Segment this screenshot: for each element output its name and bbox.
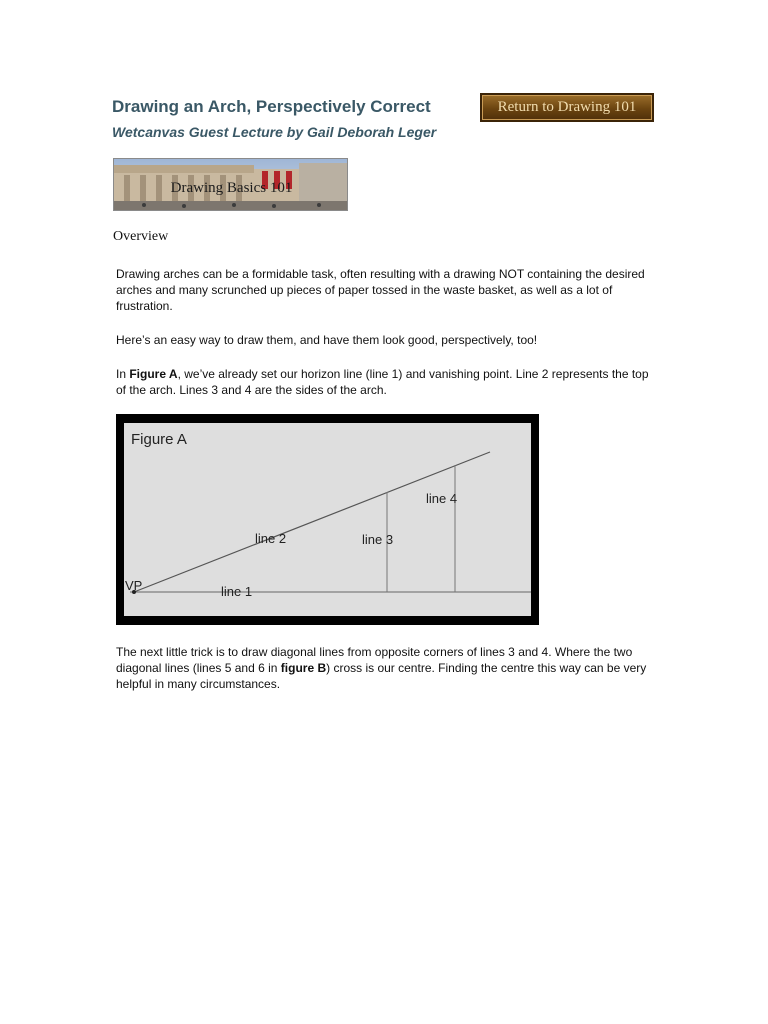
- line-1-label: line 1: [221, 584, 253, 599]
- paragraph-4-pre: The next little trick is to draw diagonal lines from opposite corners of lines 3 and 4. Where the two diagonal lines (lines 5 and 6 in: [116, 645, 633, 675]
- paragraph-4-post: ) cross is our centre. Finding the centre this way can be very helpful in many circumstances.: [116, 661, 647, 691]
- overview-heading: Overview: [113, 229, 169, 244]
- paragraph-4: [116, 644, 656, 692]
- line-4-label: line 4: [426, 491, 458, 506]
- paragraph-3-post: , we’ve already set our horizon line (line 1) and vanishing point. Line 2 represents the top of the arch. Lines 3 and 4 are the sides of the arch.: [116, 367, 649, 397]
- page-title: Drawing an Arch, Perspectively Correct: [112, 97, 431, 116]
- figure-a-diagram: [116, 414, 539, 625]
- figure-a-reference: Figure A: [129, 367, 178, 381]
- page-subtitle: Wetcanvas Guest Lecture by Gail Deborah Leger: [112, 124, 437, 140]
- banner-label: Drawing Basics 101: [170, 180, 293, 196]
- paragraph-3-pre: In: [116, 367, 130, 381]
- figure-b-reference: figure B: [280, 661, 327, 675]
- line-3-label: line 3: [362, 532, 394, 547]
- drawing-basics-banner: [113, 158, 348, 211]
- return-to-drawing-101-button[interactable]: Return to Drawing 101: [480, 93, 654, 122]
- vp-label: VP: [125, 578, 143, 593]
- figure-a-paper: [124, 423, 531, 616]
- paragraph-2: Here’s an easy way to draw them, and have them look good, perspectively, too!: [116, 333, 538, 347]
- line-2-label: line 2: [255, 531, 287, 546]
- figure-a: [116, 414, 539, 625]
- paragraph-1: Drawing arches can be a formidable task, often resulting with a drawing NOT containing the desired arches and many scrunched up pieces of paper tossed in the waste basket, as well as a lot of frustration.: [116, 267, 645, 313]
- figure-a-title: Figure A: [131, 431, 187, 448]
- paragraph-3: [116, 366, 656, 398]
